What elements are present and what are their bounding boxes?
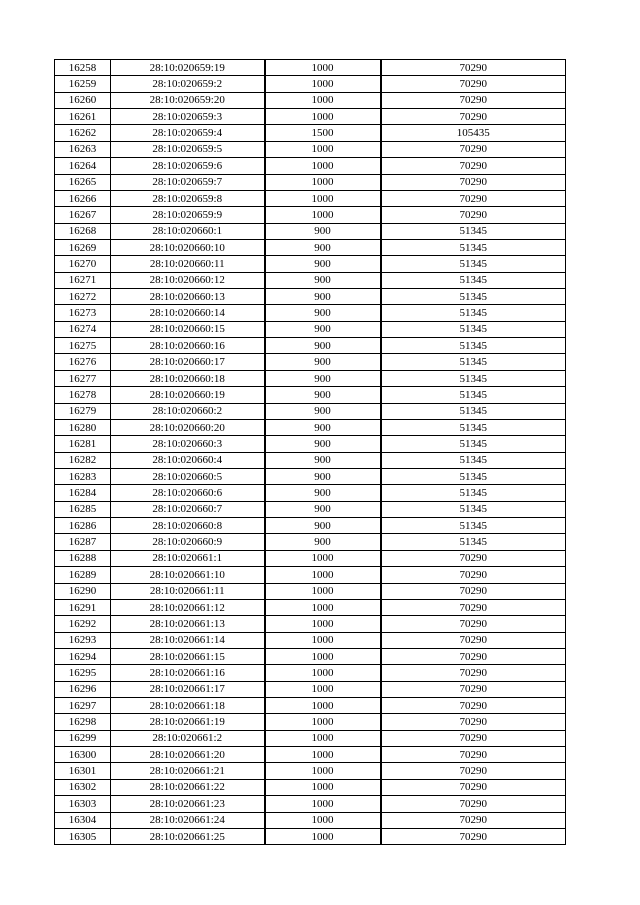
cadastral-number-cell: 28:10:020660:14: [111, 305, 265, 321]
area-cell: 900: [265, 354, 381, 370]
area-cell: 900: [265, 452, 381, 468]
table-row: [55, 648, 566, 664]
table-row: [55, 403, 566, 419]
row-number-cell: 16301: [55, 763, 111, 779]
row-number-cell: 16303: [55, 796, 111, 812]
row-number-cell: 16269: [55, 239, 111, 255]
table-row: [55, 714, 566, 730]
cadastral-number-cell: 28:10:020661:19: [111, 714, 265, 730]
table-body: [55, 60, 566, 845]
cadastral-number-cell: 28:10:020660:7: [111, 501, 265, 517]
row-number-cell: 16296: [55, 681, 111, 697]
table-row: [55, 158, 566, 174]
row-number-cell: 16304: [55, 812, 111, 828]
value-cell: 51345: [381, 256, 566, 272]
area-cell: 1000: [265, 60, 381, 76]
cadastral-number-cell: 28:10:020661:24: [111, 812, 265, 828]
table-row: [55, 567, 566, 583]
table-row: [55, 779, 566, 795]
cadastral-number-cell: 28:10:020659:19: [111, 60, 265, 76]
value-cell: 70290: [381, 812, 566, 828]
row-number-cell: 16289: [55, 567, 111, 583]
value-cell: 70290: [381, 60, 566, 76]
table-row: [55, 76, 566, 92]
table-row: [55, 305, 566, 321]
cadastral-number-cell: 28:10:020660:4: [111, 452, 265, 468]
row-number-cell: 16294: [55, 648, 111, 664]
row-number-cell: 16267: [55, 207, 111, 223]
row-number-cell: 16262: [55, 125, 111, 141]
area-cell: 1000: [265, 779, 381, 795]
value-cell: 51345: [381, 223, 566, 239]
row-number-cell: 16265: [55, 174, 111, 190]
area-cell: 1000: [265, 648, 381, 664]
area-cell: 1000: [265, 747, 381, 763]
cadastral-number-cell: 28:10:020661:16: [111, 665, 265, 681]
cadastral-number-cell: 28:10:020659:5: [111, 141, 265, 157]
area-cell: 1000: [265, 190, 381, 206]
area-cell: 1000: [265, 763, 381, 779]
table-row: [55, 763, 566, 779]
area-cell: 1000: [265, 616, 381, 632]
area-cell: 900: [265, 321, 381, 337]
area-cell: 1000: [265, 207, 381, 223]
value-cell: 51345: [381, 436, 566, 452]
value-cell: 70290: [381, 730, 566, 746]
row-number-cell: 16272: [55, 289, 111, 305]
value-cell: 51345: [381, 387, 566, 403]
value-cell: 70290: [381, 796, 566, 812]
table-row: [55, 485, 566, 501]
row-number-cell: 16299: [55, 730, 111, 746]
area-cell: 900: [265, 468, 381, 484]
value-cell: 51345: [381, 403, 566, 419]
table-row: [55, 207, 566, 223]
table-row: [55, 223, 566, 239]
cadastral-number-cell: 28:10:020659:4: [111, 125, 265, 141]
cadastral-number-cell: 28:10:020660:1: [111, 223, 265, 239]
row-number-cell: 16286: [55, 518, 111, 534]
area-cell: 900: [265, 272, 381, 288]
table-row: [55, 501, 566, 517]
area-cell: 1000: [265, 92, 381, 108]
area-cell: 1000: [265, 730, 381, 746]
cadastral-number-cell: 28:10:020661:11: [111, 583, 265, 599]
row-number-cell: 16266: [55, 190, 111, 206]
row-number-cell: 16276: [55, 354, 111, 370]
table-row: [55, 338, 566, 354]
area-cell: 1500: [265, 125, 381, 141]
cadastral-number-cell: 28:10:020661:1: [111, 550, 265, 566]
row-number-cell: 16271: [55, 272, 111, 288]
row-number-cell: 16302: [55, 779, 111, 795]
cadastral-number-cell: 28:10:020660:15: [111, 321, 265, 337]
value-cell: 51345: [381, 239, 566, 255]
value-cell: 70290: [381, 76, 566, 92]
row-number-cell: 16298: [55, 714, 111, 730]
cadastral-number-cell: 28:10:020660:6: [111, 485, 265, 501]
value-cell: 70290: [381, 567, 566, 583]
area-cell: 1000: [265, 76, 381, 92]
row-number-cell: 16285: [55, 501, 111, 517]
row-number-cell: 16260: [55, 92, 111, 108]
value-cell: 70290: [381, 698, 566, 714]
table-row: [55, 125, 566, 141]
value-cell: 70290: [381, 141, 566, 157]
value-cell: 70290: [381, 109, 566, 125]
table-row: [55, 419, 566, 435]
area-cell: 1000: [265, 632, 381, 648]
table-row: [55, 239, 566, 255]
row-number-cell: 16280: [55, 419, 111, 435]
cadastral-number-cell: 28:10:020661:18: [111, 698, 265, 714]
area-cell: 1000: [265, 174, 381, 190]
table-row: [55, 387, 566, 403]
cadastral-number-cell: 28:10:020661:13: [111, 616, 265, 632]
area-cell: 1000: [265, 599, 381, 615]
value-cell: 51345: [381, 501, 566, 517]
area-cell: 900: [265, 305, 381, 321]
value-cell: 70290: [381, 632, 566, 648]
table-row: [55, 599, 566, 615]
cadastral-number-cell: 28:10:020659:8: [111, 190, 265, 206]
value-cell: 70290: [381, 681, 566, 697]
row-number-cell: 16287: [55, 534, 111, 550]
row-number-cell: 16305: [55, 828, 111, 844]
area-cell: 1000: [265, 158, 381, 174]
row-number-cell: 16259: [55, 76, 111, 92]
value-cell: 70290: [381, 763, 566, 779]
value-cell: 51345: [381, 485, 566, 501]
area-cell: 1000: [265, 665, 381, 681]
table-row: [55, 452, 566, 468]
area-cell: 900: [265, 387, 381, 403]
value-cell: 51345: [381, 518, 566, 534]
area-cell: 1000: [265, 567, 381, 583]
value-cell: 70290: [381, 207, 566, 223]
row-number-cell: 16279: [55, 403, 111, 419]
value-cell: 70290: [381, 779, 566, 795]
value-cell: 70290: [381, 158, 566, 174]
value-cell: 51345: [381, 534, 566, 550]
area-cell: 900: [265, 518, 381, 534]
table-row: [55, 796, 566, 812]
value-cell: 70290: [381, 616, 566, 632]
table-row: [55, 828, 566, 844]
table-row: [55, 370, 566, 386]
row-number-cell: 16261: [55, 109, 111, 125]
row-number-cell: 16275: [55, 338, 111, 354]
table-row: [55, 747, 566, 763]
value-cell: 51345: [381, 468, 566, 484]
value-cell: 70290: [381, 828, 566, 844]
value-cell: 70290: [381, 747, 566, 763]
cadastral-number-cell: 28:10:020661:17: [111, 681, 265, 697]
cadastral-number-cell: 28:10:020661:12: [111, 599, 265, 615]
cadastral-number-cell: 28:10:020660:8: [111, 518, 265, 534]
cadastral-number-cell: 28:10:020661:21: [111, 763, 265, 779]
table-row: [55, 174, 566, 190]
row-number-cell: 16290: [55, 583, 111, 599]
cadastral-number-cell: 28:10:020661:22: [111, 779, 265, 795]
row-number-cell: 16281: [55, 436, 111, 452]
table-row: [55, 812, 566, 828]
cadastral-number-cell: 28:10:020660:17: [111, 354, 265, 370]
table-row: [55, 534, 566, 550]
cadastral-number-cell: 28:10:020660:13: [111, 289, 265, 305]
cadastral-number-cell: 28:10:020660:18: [111, 370, 265, 386]
cadastral-number-cell: 28:10:020661:20: [111, 747, 265, 763]
area-cell: 1000: [265, 141, 381, 157]
value-cell: 51345: [381, 338, 566, 354]
value-cell: 70290: [381, 714, 566, 730]
area-cell: 1000: [265, 109, 381, 125]
area-cell: 900: [265, 289, 381, 305]
value-cell: 105435: [381, 125, 566, 141]
table-row: [55, 190, 566, 206]
row-number-cell: 16282: [55, 452, 111, 468]
area-cell: 1000: [265, 583, 381, 599]
area-cell: 1000: [265, 796, 381, 812]
table-row: [55, 665, 566, 681]
cadastral-number-cell: 28:10:020660:10: [111, 239, 265, 255]
cadastral-number-cell: 28:10:020659:20: [111, 92, 265, 108]
cadastral-number-cell: 28:10:020661:10: [111, 567, 265, 583]
row-number-cell: 16295: [55, 665, 111, 681]
row-number-cell: 16297: [55, 698, 111, 714]
area-cell: 900: [265, 436, 381, 452]
cadastral-number-cell: 28:10:020661:15: [111, 648, 265, 664]
area-cell: 1000: [265, 828, 381, 844]
table-row: [55, 141, 566, 157]
row-number-cell: 16293: [55, 632, 111, 648]
value-cell: 70290: [381, 583, 566, 599]
cadastral-number-cell: 28:10:020660:12: [111, 272, 265, 288]
cadastral-number-cell: 28:10:020660:11: [111, 256, 265, 272]
row-number-cell: 16273: [55, 305, 111, 321]
area-cell: 1000: [265, 812, 381, 828]
row-number-cell: 16284: [55, 485, 111, 501]
table-row: [55, 583, 566, 599]
value-cell: 51345: [381, 305, 566, 321]
row-number-cell: 16258: [55, 60, 111, 76]
table-row: [55, 730, 566, 746]
value-cell: 51345: [381, 354, 566, 370]
table-row: [55, 354, 566, 370]
table-row: [55, 550, 566, 566]
cadastral-number-cell: 28:10:020661:14: [111, 632, 265, 648]
table-row: [55, 698, 566, 714]
area-cell: 1000: [265, 550, 381, 566]
table-row: [55, 60, 566, 76]
area-cell: 1000: [265, 698, 381, 714]
row-number-cell: 16268: [55, 223, 111, 239]
area-cell: 900: [265, 501, 381, 517]
value-cell: 70290: [381, 665, 566, 681]
value-cell: 70290: [381, 599, 566, 615]
value-cell: 70290: [381, 92, 566, 108]
cadastral-number-cell: 28:10:020660:20: [111, 419, 265, 435]
table-row: [55, 681, 566, 697]
cadastral-number-cell: 28:10:020660:3: [111, 436, 265, 452]
area-cell: 900: [265, 485, 381, 501]
value-cell: 51345: [381, 321, 566, 337]
table-row: [55, 289, 566, 305]
table-row: [55, 272, 566, 288]
row-number-cell: 16292: [55, 616, 111, 632]
value-cell: 70290: [381, 174, 566, 190]
row-number-cell: 16270: [55, 256, 111, 272]
cadastral-number-cell: 28:10:020659:2: [111, 76, 265, 92]
value-cell: 70290: [381, 550, 566, 566]
area-cell: 900: [265, 370, 381, 386]
area-cell: 900: [265, 419, 381, 435]
row-number-cell: 16263: [55, 141, 111, 157]
table-row: [55, 616, 566, 632]
value-cell: 70290: [381, 190, 566, 206]
cadastral-number-cell: 28:10:020660:9: [111, 534, 265, 550]
area-cell: 900: [265, 403, 381, 419]
cadastral-number-cell: 28:10:020661:25: [111, 828, 265, 844]
area-cell: 900: [265, 223, 381, 239]
area-cell: 900: [265, 534, 381, 550]
area-cell: 900: [265, 239, 381, 255]
value-cell: 51345: [381, 452, 566, 468]
area-cell: 900: [265, 256, 381, 272]
area-cell: 900: [265, 338, 381, 354]
cadastral-number-cell: 28:10:020659:3: [111, 109, 265, 125]
cadastral-number-cell: 28:10:020659:9: [111, 207, 265, 223]
row-number-cell: 16288: [55, 550, 111, 566]
area-cell: 1000: [265, 681, 381, 697]
cadastral-number-cell: 28:10:020660:2: [111, 403, 265, 419]
cadastral-number-cell: 28:10:020661:2: [111, 730, 265, 746]
cadastral-number-cell: 28:10:020659:7: [111, 174, 265, 190]
table-row: [55, 632, 566, 648]
row-number-cell: 16278: [55, 387, 111, 403]
area-cell: 1000: [265, 714, 381, 730]
table-row: [55, 518, 566, 534]
table-row: [55, 321, 566, 337]
value-cell: 70290: [381, 648, 566, 664]
cadastral-number-cell: 28:10:020661:23: [111, 796, 265, 812]
table-row: [55, 109, 566, 125]
cadastral-number-cell: 28:10:020660:5: [111, 468, 265, 484]
row-number-cell: 16283: [55, 468, 111, 484]
cadastral-number-cell: 28:10:020659:6: [111, 158, 265, 174]
table-row: [55, 436, 566, 452]
data-table: [54, 59, 566, 845]
row-number-cell: 16291: [55, 599, 111, 615]
value-cell: 51345: [381, 419, 566, 435]
row-number-cell: 16274: [55, 321, 111, 337]
value-cell: 51345: [381, 272, 566, 288]
value-cell: 51345: [381, 289, 566, 305]
value-cell: 51345: [381, 370, 566, 386]
table-row: [55, 92, 566, 108]
row-number-cell: 16300: [55, 747, 111, 763]
table-row: [55, 468, 566, 484]
cadastral-number-cell: 28:10:020660:19: [111, 387, 265, 403]
row-number-cell: 16277: [55, 370, 111, 386]
row-number-cell: 16264: [55, 158, 111, 174]
cadastral-number-cell: 28:10:020660:16: [111, 338, 265, 354]
table-row: [55, 256, 566, 272]
